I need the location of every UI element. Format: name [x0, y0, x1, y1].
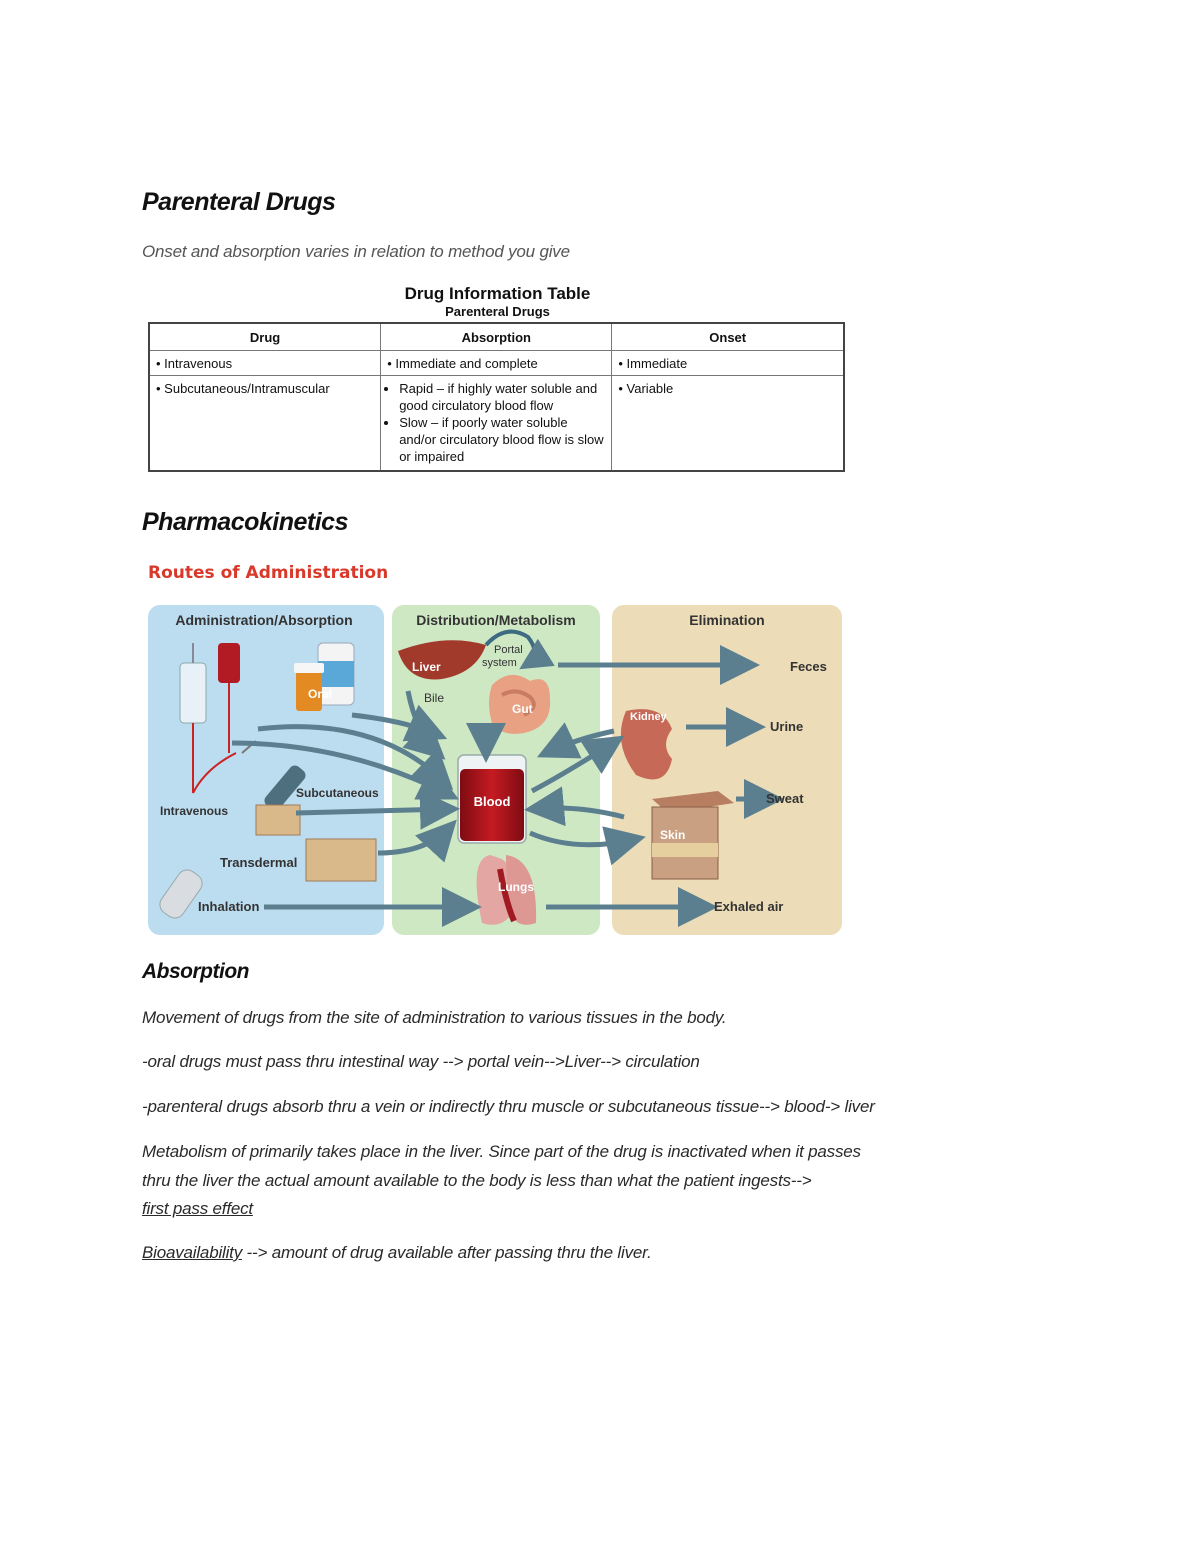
panel-title-distribution: Distribution/Metabolism — [416, 612, 576, 628]
bioavailability-definition: --> amount of drug available after passing thru the liver. — [242, 1243, 652, 1262]
heading-absorption: Absorption — [142, 960, 249, 983]
table-row: • Subcutaneous/Intramuscular • Rapid – if highly water soluble and good circulatory blood flow • Slow – if poorly water soluble and/or circulatory blood flow is slow or impaired • Variable — [149, 376, 844, 472]
label-kidney: Kidney — [630, 711, 667, 723]
routes-diagram — [146, 603, 844, 937]
panel-title-administration: Administration/Absorption — [175, 612, 353, 628]
paragraph-bioavailability — [142, 1243, 652, 1263]
table-subtitle: Parenteral Drugs — [445, 304, 550, 319]
label-portal: Portal — [494, 644, 523, 656]
term-bioavailability: Bioavailability — [142, 1243, 242, 1262]
label-urine: Urine — [770, 719, 804, 734]
onset-note: Onset and absorption varies in relation to method you give — [142, 242, 570, 261]
label-oral: Oral — [308, 687, 333, 701]
paragraph-parenteral-drugs: -parenteral drugs absorb thru a vein or indirectly thru muscle or subcutaneous tissue--> blood-> liver — [142, 1097, 875, 1116]
label-subcutaneous: Subcutaneous — [296, 786, 379, 800]
drug-cell: Subcutaneous/Intramuscular — [164, 381, 330, 396]
paragraph-metabolism-line1: Metabolism of primarily takes place in the liver. Since part of the drug is inactivated when it passes — [142, 1142, 861, 1161]
paragraph-definition: Movement of drugs from the site of administration to various tissues in the body. — [142, 1008, 727, 1027]
label-inhalation: Inhalation — [198, 899, 260, 914]
label-gut: Gut — [512, 702, 533, 716]
term-first-pass-effect: first pass effect — [142, 1199, 253, 1218]
transdermal-patch-icon — [306, 839, 376, 881]
paragraph-metabolism-line2: thru the liver the actual amount available to the body is less than what the patient ingests--> — [142, 1171, 812, 1190]
panel-title-elimination: Elimination — [689, 612, 765, 628]
onset-cell: Immediate — [626, 356, 688, 371]
table-title: Drug Information Table — [404, 284, 591, 303]
label-exhaled-air: Exhaled air — [714, 899, 784, 914]
absorption-bullet: • Slow – if poorly water soluble and/or circulatory blood flow is slow or impaired — [399, 414, 605, 465]
drug-information-table — [148, 322, 845, 472]
label-lungs: Lungs — [498, 880, 534, 894]
label-portal-system: system — [482, 657, 517, 669]
paragraph-oral-drugs: -oral drugs must pass thru intestinal way --> portal vein-->Liver--> circulation — [142, 1052, 700, 1071]
onset-cell: Variable — [626, 381, 674, 396]
label-feces: Feces — [790, 659, 827, 674]
skin-sample-icon — [256, 805, 300, 835]
absorption-cell: Immediate and complete — [395, 356, 538, 371]
label-bile: Bile — [424, 691, 445, 705]
table-row: • Intravenous • Immediate and complete • Immediate — [149, 351, 844, 376]
header-onset: Onset — [612, 323, 844, 351]
label-intravenous: Intravenous — [160, 804, 229, 818]
header-absorption: Absorption — [381, 323, 612, 351]
drug-cell: Intravenous — [164, 356, 233, 371]
label-transdermal: Transdermal — [220, 855, 298, 870]
label-blood: Blood — [473, 794, 511, 809]
heading-pharmacokinetics: Pharmacokinetics — [142, 508, 348, 536]
routes-title: Routes of Administration — [148, 563, 389, 583]
label-liver: Liver — [412, 660, 441, 674]
absorption-bullet: • Rapid – if highly water soluble and good circulatory blood flow — [399, 380, 605, 414]
label-skin: Skin — [660, 828, 686, 842]
header-drug: Drug — [149, 323, 381, 351]
heading-parenteral-drugs: Parenteral Drugs — [142, 188, 336, 216]
label-sweat: Sweat — [766, 791, 804, 806]
